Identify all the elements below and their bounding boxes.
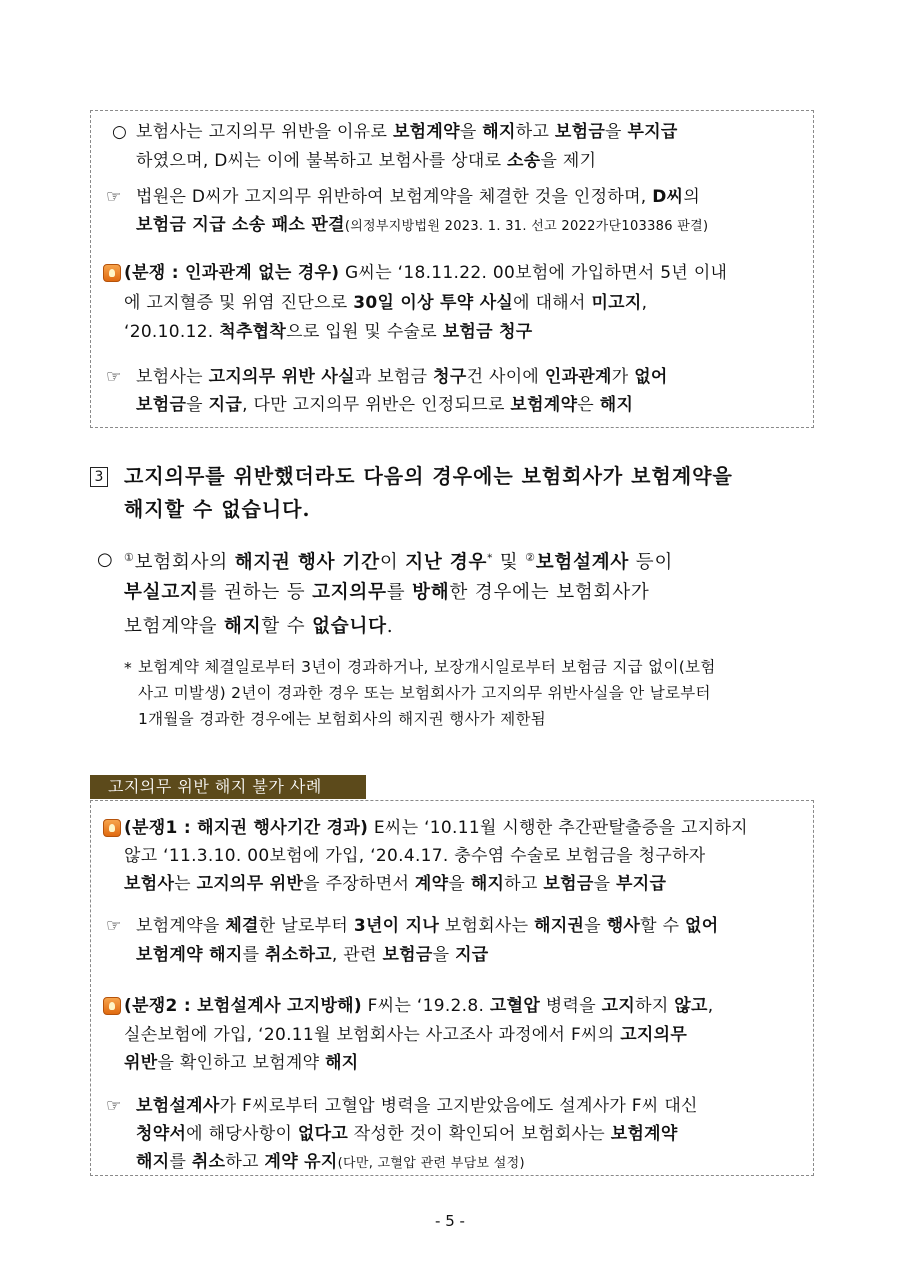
section-heading: 해지할 수 없습니다. (124, 497, 311, 521)
case-line: (분쟁2 : 보험설계사 고지방해) F씨는 ‘19.2.8. 고혈압 병력을 고지하지 않고, (124, 996, 714, 1016)
ruling-line: 보험설계사가 F씨로부터 고혈압 병력을 고지받았음에도 설계사가 F씨 대신 (136, 1096, 698, 1116)
case-line: 보험사는 고지의무 위반을 주장하면서 계약을 해지하고 보험금을 부지급 (124, 874, 667, 894)
circle-bullet: ○ (112, 122, 127, 142)
case-line: 에 고지혈증 및 위염 진단으로 30일 이상 투약 사실에 대해서 미고지, (124, 293, 648, 313)
ruling-line: 해지를 취소하고 계약 유지(다만, 고혈압 관련 부담보 설정) (136, 1152, 525, 1172)
pointing-hand-icon: ☞ (106, 187, 122, 207)
footnote-line: 사고 미발생) 2년이 경과한 경우 또는 보험회사가 고지의무 위반사실을 안 날로부터 (138, 684, 711, 702)
ruling-line: 보험계약 해지를 취소하고, 관련 보험금을 지급 (136, 945, 489, 965)
case-line: 실손보험에 가입, ‘20.11월 보험회사는 사고조사 과정에서 F씨의 고지의무 (124, 1025, 688, 1045)
pointing-hand-icon: ☞ (106, 916, 122, 936)
case-line: 보험사는 고지의무 위반을 이유로 보험계약을 해지하고 보험금을 부지급 (136, 122, 678, 142)
ruling-line: 청약서에 해당사항이 없다고 작성한 것이 확인되어 보험회사는 보험계약 (136, 1124, 678, 1144)
ruling-line: 법원은 D씨가 고지의무 위반하여 보험계약을 체결한 것을 인정하며, D씨의 (136, 187, 701, 207)
case-line: (분쟁 : 인과관계 없는 경우) G씨는 ‘18.11.22. 00보험에 가입하면서 5년 이내 (124, 263, 728, 283)
ruling-line: 보험사는 고지의무 위반 사실과 보험금 청구건 사이에 인과관계가 없어 (136, 367, 668, 387)
case-line: 하였으며, D씨는 이에 불복하고 보험사를 상대로 소송을 제기 (136, 151, 597, 171)
footnote-star: * (124, 659, 132, 677)
ruling-line: 보험금 지급 소송 패소 판결(의정부지방법원 2023. 1. 31. 선고 2022가단103386 판결) (136, 215, 709, 235)
lightbulb-icon (103, 997, 121, 1015)
pointing-hand-icon: ☞ (106, 367, 122, 387)
section-heading: 고지의무를 위반했더라도 다음의 경우에는 보험회사가 보험계약을 (124, 464, 733, 488)
lightbulb-icon (103, 819, 121, 837)
lightbulb-icon (103, 264, 121, 282)
page-number: - 5 - (435, 1212, 465, 1230)
case-line: ‘20.10.12. 척추협착으로 입원 및 수술로 보험금 청구 (124, 322, 533, 342)
case-line: 위반을 확인하고 보험계약 해지 (124, 1053, 359, 1073)
section-paragraph: ①보험회사의 해지권 행사 기간이 지난 경우* 및 ②보험설계사 등이 (124, 551, 674, 574)
case-line: 않고 ‘11.3.10. 00보험에 가입, ‘20.4.17. 충수염 수술로 보험금을 청구하자 (124, 846, 706, 866)
section-paragraph: 부실고지를 권하는 등 고지의무를 방해한 경우에는 보험회사가 (124, 582, 650, 603)
section-paragraph: 보험계약을 해지할 수 없습니다. (124, 616, 394, 637)
ruling-line: 보험금을 지급, 다만 고지의무 위반은 인정되므로 보험계약은 해지 (136, 395, 634, 415)
case-line: (분쟁1 : 해지권 행사기간 경과) E씨는 ‘10.11월 시행한 추간판탈출증을 고지하지 (124, 818, 748, 838)
cases-header: 고지의무 위반 해지 불가 사례 (90, 775, 366, 799)
footnote-line: 보험계약 체결일로부터 3년이 경과하거나, 보장개시일로부터 보험금 지급 없이(보험 (138, 658, 716, 676)
section-number: 3 (90, 467, 108, 487)
pointing-hand-icon: ☞ (106, 1096, 122, 1116)
circle-bullet: ○ (97, 549, 113, 570)
footnote-line: 1개월을 경과한 경우에는 보험회사의 해지권 행사가 제한됨 (138, 710, 547, 728)
ruling-line: 보험계약을 체결한 날로부터 3년이 지나 보험회사는 해지권을 행사할 수 없어 (136, 916, 719, 936)
